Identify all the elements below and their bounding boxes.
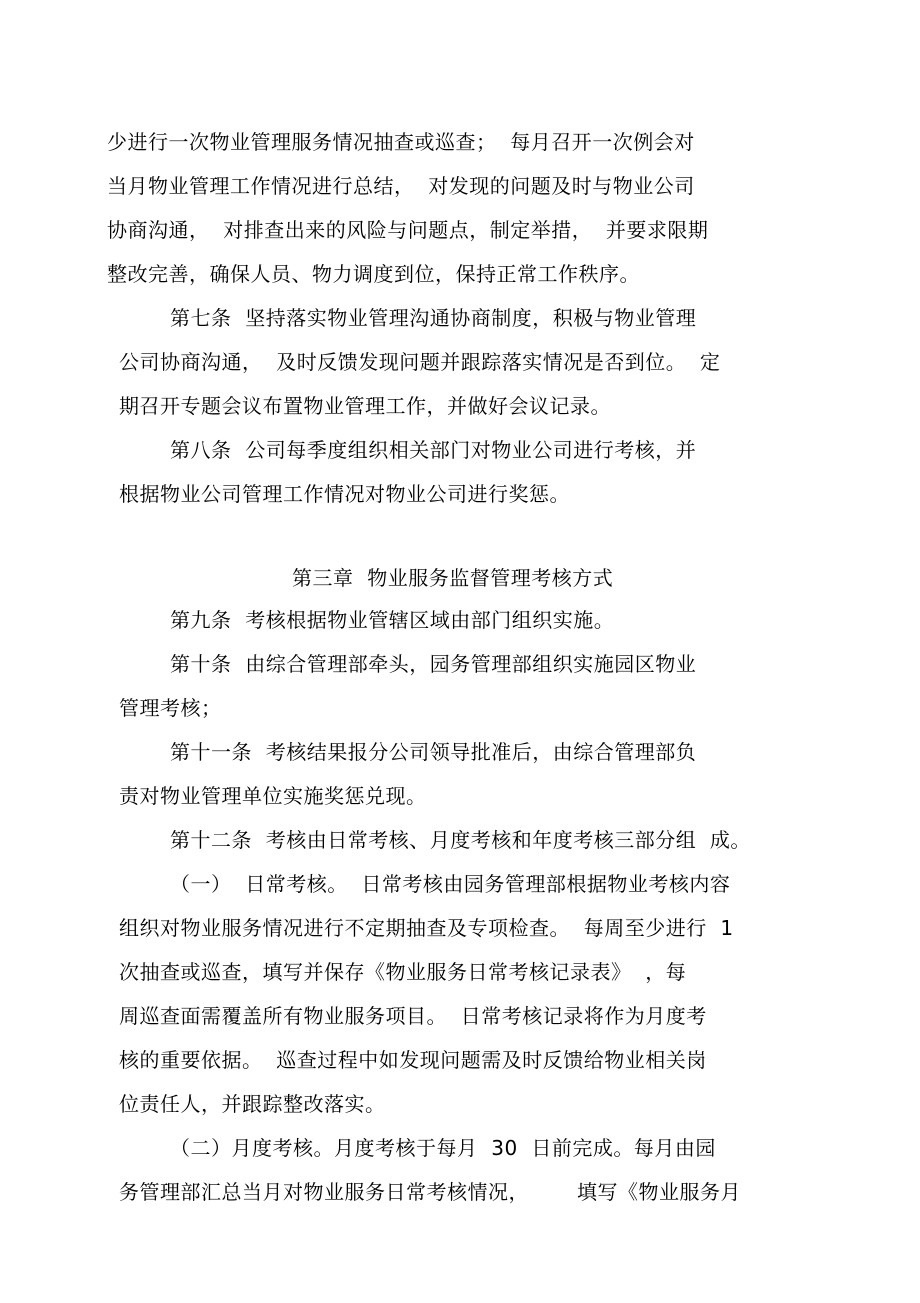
text-line: 当月物业管理工作情况进行总结， 对发现的问题及时与物业公司 <box>107 174 695 198</box>
text-line: 整改完善，确保人员、物力调度到位，保持正常工作秩序。 <box>107 262 640 286</box>
text-line: 第八条 公司每季度组织相关部门对物业公司进行考核，并 <box>170 438 697 462</box>
text-line: 务管理部汇总当月对物业服务日常考核情况， 填写《物业服务月 <box>119 1180 742 1204</box>
text-line: 组织对物业服务情况进行不定期抽查及专项检查。 每周至少进行 1 <box>119 916 734 940</box>
text-line: （一） 日常考核。 日常考核由园务管理部根据物业考核内容 <box>170 872 731 896</box>
text-line: 第十一条 考核结果报分公司领导批准后，由综合管理部负 <box>170 740 697 764</box>
text-line: 周巡查面需覆盖所有物业服务项目。 日常考核记录将作为月度考 <box>119 1004 707 1028</box>
text-line: 次抽查或巡查，填写并保存《物业服务日常考核记录表》 ，每 <box>119 960 687 984</box>
text-line: 第七条 坚持落实物业管理沟通协商制度，积极与物业管理 <box>170 306 697 330</box>
text-line: 第九条 考核根据物业管辖区域由部门组织实施。 <box>170 608 615 632</box>
text-line: 位责任人，并跟踪整改落实。 <box>119 1092 386 1116</box>
chapter-heading: 第三章 物业服务监督管理考核方式 <box>292 566 614 590</box>
text-line: 协商沟通， 对排查出来的风险与问题点，制定举措， 并要求限期 <box>107 218 709 242</box>
text-line: 管理考核； <box>119 696 222 720</box>
text-line: 期召开专题会议布置物业管理工作，并做好会议记录。 <box>119 394 611 418</box>
text-line: 第十二条 考核由日常考核、月度考核和年度考核三部分组 成。 <box>170 828 751 852</box>
text-line: 少进行一次物业管理服务情况抽查或巡查； 每月召开一次例会对 <box>107 130 695 154</box>
text-line: 核的重要依据。 巡查过程中如发现问题需及时反馈给物业相关岗 <box>119 1048 707 1072</box>
text-line: （二）月度考核。月度考核于每月 30 日前完成。每月由园 <box>170 1136 716 1160</box>
text-line: 责对物业管理单位实施奖惩兑现。 <box>119 784 427 808</box>
text-line: 根据物业公司管理工作情况对物业公司进行奖惩。 <box>119 482 570 506</box>
text-line: 第十条 由综合管理部牵头，园务管理部组织实施园区物业 <box>170 652 697 676</box>
text-line: 公司协商沟通， 及时反馈发现问题并跟踪落实情况是否到位。 定 <box>119 350 721 374</box>
